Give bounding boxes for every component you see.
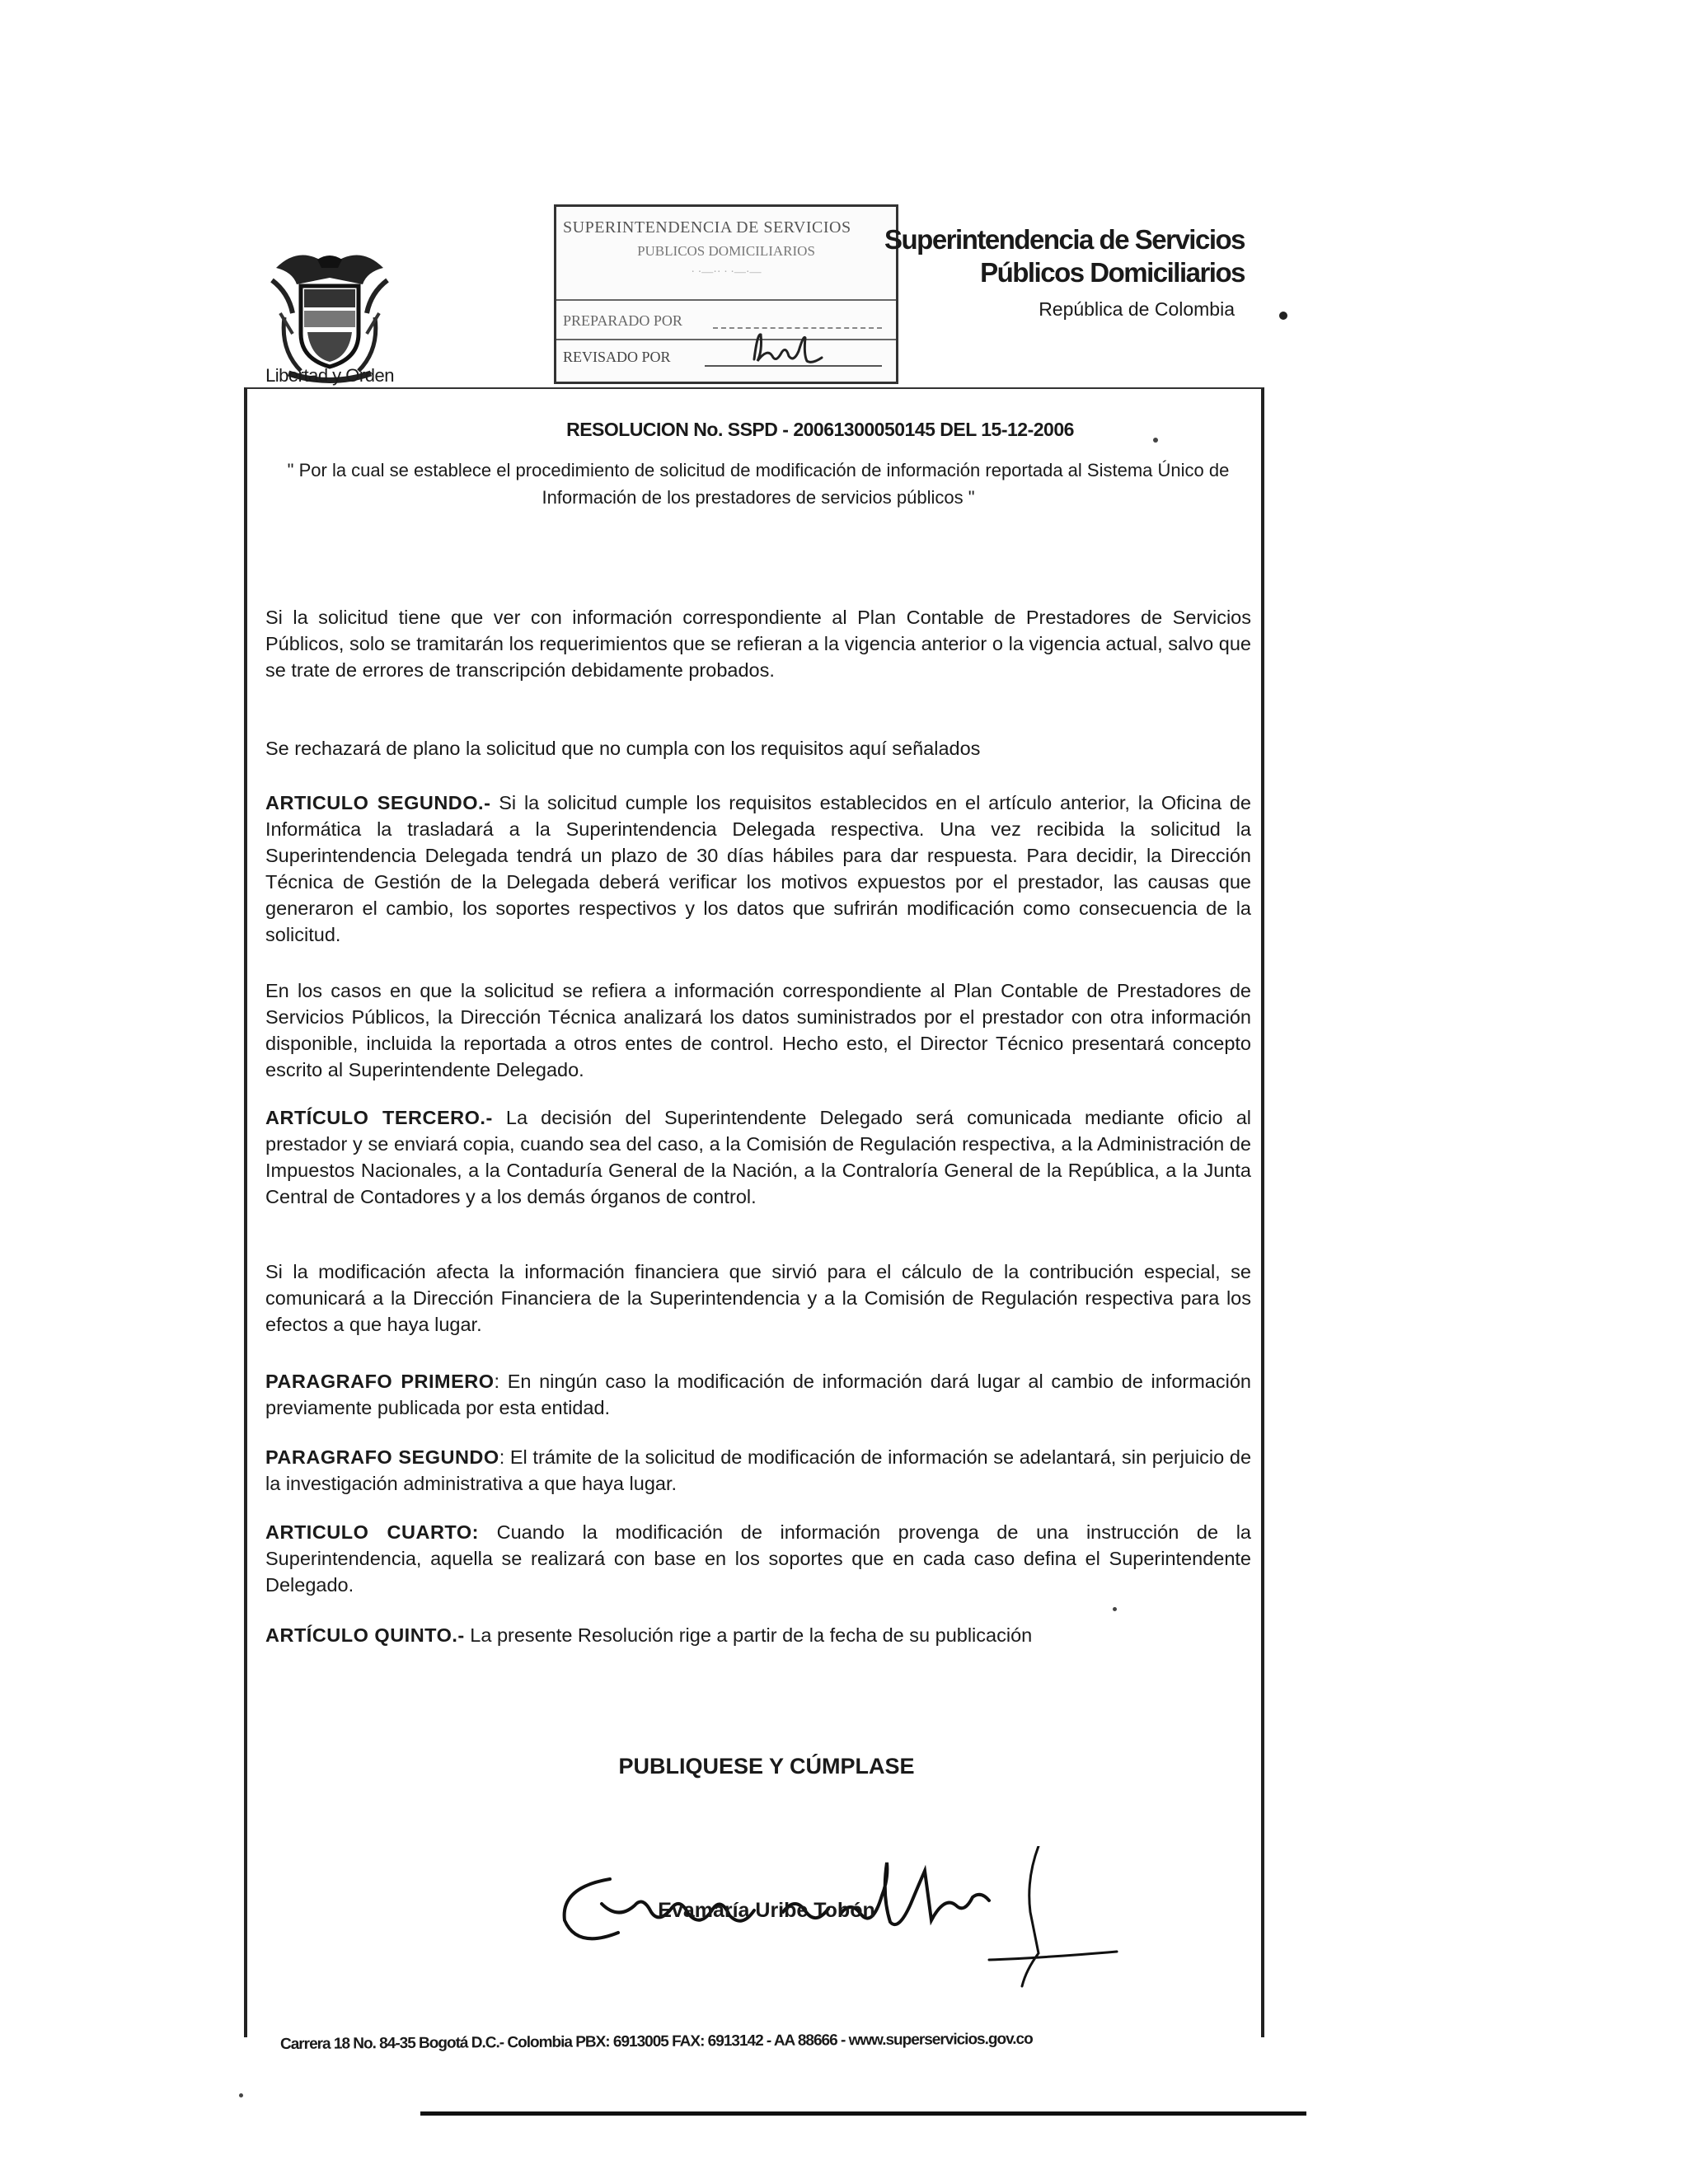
review-stamp bbox=[554, 204, 898, 384]
stamp-line-1: SUPERINTENDENCIA DE SERVICIOS bbox=[563, 218, 851, 237]
agency-name-line-1: Superintendencia de Servicios bbox=[884, 224, 1245, 255]
article-third bbox=[265, 1104, 1251, 1210]
article-fifth-heading: ARTÍCULO QUINTO.- bbox=[265, 1624, 465, 1646]
resolution-subtitle: " Por la cual se establece el procedimiento de solicitud de modificación de información reportada al Sistema Único de Información de los prestadores de servicios públicos " bbox=[287, 460, 1230, 508]
stamp-divider-2 bbox=[556, 339, 896, 340]
agency-heading bbox=[857, 224, 1245, 321]
footer-address: Carrera 18 No. 84-35 Bogotá D.C.- Colombia PBX: 6913005 FAX: 6913142 - AA 88666 - www.superservicios.gov.co bbox=[280, 2030, 1033, 2054]
paragraph-second-text: : El trámite de la solicitud de modificación de información se adelantará, sin perjuicio de la investigación administrativa a que haya lugar. bbox=[265, 1446, 1252, 1494]
crest-caption: Libertad y Orden bbox=[265, 365, 394, 386]
stamp-line-2: PUBLICOS DOMICILIARIOS bbox=[637, 243, 815, 259]
scan-speck bbox=[1113, 1607, 1117, 1611]
article-fourth bbox=[265, 1519, 1251, 1598]
signer-name: Evamaría Uribe Tobón bbox=[658, 1899, 875, 1922]
paragraph-first-text: : En ningún caso la modificación de información dará lugar al cambio de información previamente publicada por esta entidad. bbox=[265, 1371, 1251, 1418]
paragraph-contribucion: Si la modificación afecta la información financiera que sirvió para el cálculo de la contribución especial, se comunicará a la Dirección Financiera de la Superintendencia y a la Comisión de Regulación respectiva para los efectos a que haya lugar. bbox=[265, 1261, 1251, 1335]
agency-country: República de Colombia bbox=[1039, 298, 1235, 320]
stamp-line-3: · ·—·· · ·—·— bbox=[691, 266, 762, 279]
paragraph-second bbox=[265, 1444, 1251, 1497]
paragraph-first bbox=[265, 1368, 1251, 1421]
scan-mark bbox=[1279, 312, 1287, 320]
bottom-rule bbox=[420, 2111, 1306, 2116]
paragraph-second-heading: PARAGRAFO SEGUNDO bbox=[265, 1446, 499, 1468]
stamp-reviewed-label: REVISADO POR bbox=[563, 349, 671, 365]
article-fifth bbox=[265, 1622, 1251, 1648]
article-fourth-heading: ARTICULO CUARTO: bbox=[265, 1521, 479, 1543]
paragraph-plan-contable: Si la solicitud tiene que ver con información correspondiente al Plan Contable de Prestadores de Servicios Públicos, solo se tramitarán los requerimientos que se refieran a la vigencia anterior o la vigencia actual, salvo que se trate de errores de transcripción debidamente probados. bbox=[265, 607, 1251, 681]
article-second bbox=[265, 790, 1251, 948]
stamp-divider bbox=[556, 299, 896, 301]
reviewer-initials-signature bbox=[746, 326, 828, 372]
handwritten-signature bbox=[544, 1846, 1121, 2003]
stamp-prepared-label: PREPARADO POR bbox=[563, 312, 682, 329]
agency-name-line-2: Públicos Domiciliarios bbox=[980, 257, 1245, 288]
paragraph-rechazo: Se rechazará de plano la solicitud que no cumpla con los requisitos aquí señalados bbox=[265, 738, 981, 759]
article-third-heading: ARTÍCULO TERCERO.- bbox=[265, 1107, 493, 1128]
article-second-text: Si la solicitud cumple los requisitos establecidos en el artículo anterior, la Oficina de Informática la trasladará a la Superintendencia Delegada respectiva. Una vez recibida la solicitud la Superintendencia Delegada tendrá un plazo de 30 días hábiles para dar respuesta. Para decidir, la Dirección Técnica de Gestión de la Delegada deberá verificar los motivos expuestos por el prestador, las causas que generaron el cambio, los soportes respectivos y los datos que sufrirán modificación como consecuencia de la solicitud. bbox=[265, 792, 1251, 945]
article-third-text: La decisión del Superintendente Delegado será comunicada mediante oficio al prestador y se enviará copia, cuando sea del caso, a la Comisión de Regulación respectiva, a la Administración de Impuestos Nacionales, a la Contaduría General de la Nación, a la Contraloría General de la República, a la Junta Central de Contadores y a los demás órganos de control. bbox=[265, 1107, 1251, 1207]
paragraph-analisis: En los casos en que la solicitud se refiera a información correspondiente al Plan Contable de Prestadores de Servicios Públicos, la Dirección Técnica analizará los datos suministrados por el prestador con otra información disponible, incluida la reportada a otros entes de control. Hecho esto, el Director Técnico presentará concepto escrito al Superintendente Delegado. bbox=[265, 980, 1251, 1080]
scan-speck bbox=[239, 2093, 243, 2097]
paragraph-first-heading: PARAGRAFO PRIMERO bbox=[265, 1371, 495, 1392]
article-fifth-text: La presente Resolución rige a partir de la fecha de su publicación bbox=[464, 1624, 1033, 1646]
scan-speck bbox=[1153, 438, 1158, 443]
article-second-heading: ARTICULO SEGUNDO.- bbox=[265, 792, 491, 813]
article-fourth-text: Cuando la modificación de información provenga de una instrucción de la Superintendencia, aquella se realizará con base en los soportes que en cada caso defina el Superintendente Delegado. bbox=[265, 1521, 1251, 1596]
publish-notice: PUBLIQUESE Y CÚMPLASE bbox=[618, 1754, 915, 1779]
resolution-title: RESOLUCION No. SSPD - 20061300050145 DEL 15-12-2006 bbox=[566, 419, 1074, 440]
